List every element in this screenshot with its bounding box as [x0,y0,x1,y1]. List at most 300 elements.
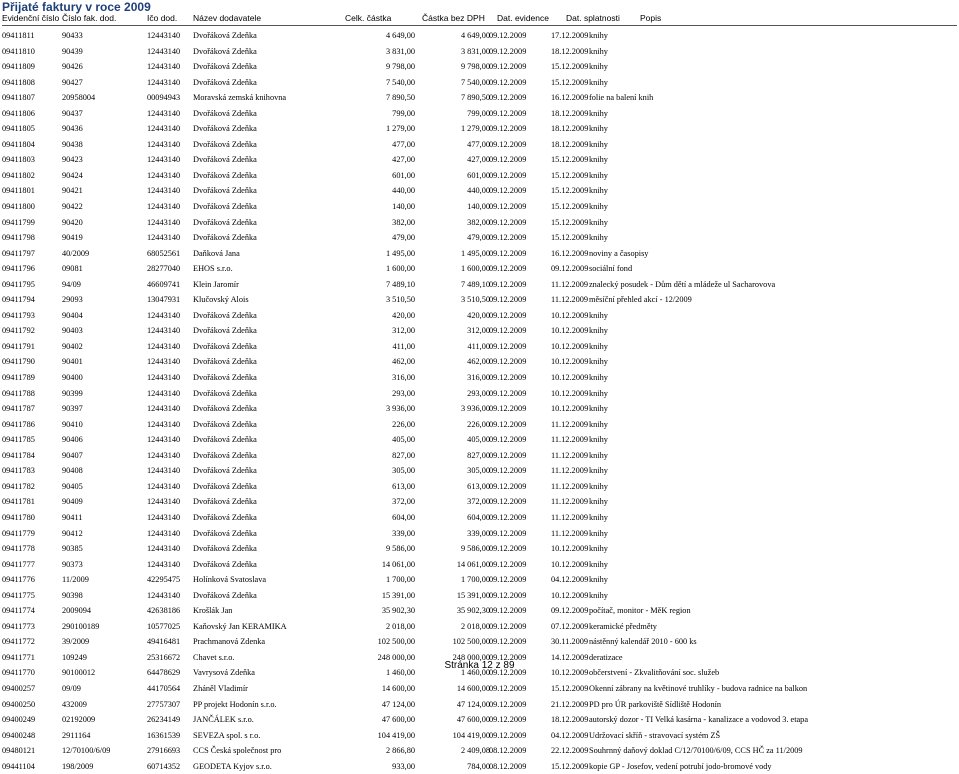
cell-evidencni-cislo: 09411773 [2,621,35,631]
col-header-nazev-dodavatele: Název dodavatele [193,13,262,23]
cell-popis: autorský dozor - TI Velká kasárna - kanalizace a vodovod 3. etapa [589,715,809,725]
cell-ico: 12443140 [147,559,181,569]
cell-castka-bez-dph: 14 600,00 [456,683,490,693]
cell-nazev-dodavatele: Dvořáková Zdeňka [193,202,257,212]
cell-ico: 12443140 [147,466,181,476]
cell-datum-evidence: 09.12.2009 [489,310,527,320]
cell-evidencni-cislo: 09411795 [2,279,35,289]
cell-nazev-dodavatele: Klein Jaromír [193,279,239,289]
cell-ico: 12443140 [147,155,181,165]
cell-celkova-castka: 339,00 [392,528,415,538]
cell-celkova-castka: 601,00 [392,170,415,180]
cell-evidencni-cislo: 09411804 [2,139,35,149]
cell-datum-evidence: 09.12.2009 [489,373,527,383]
cell-ico: 12443140 [147,108,181,118]
cell-popis: knihy [589,217,608,227]
cell-datum-evidence: 09.12.2009 [489,248,527,258]
cell-cislo-faktury: 90398 [62,590,83,600]
cell-datum-splatnosti: 10.12.2009 [551,544,589,554]
table-row [0,619,959,635]
cell-evidencni-cislo: 09411791 [2,341,35,351]
cell-datum-evidence: 09.12.2009 [489,559,527,569]
cell-celkova-castka: 7 489,10 [385,279,415,289]
cell-evidencni-cislo: 09411782 [2,481,35,491]
cell-nazev-dodavatele: Dvořáková Zdeňka [193,326,257,336]
cell-nazev-dodavatele: Dvořáková Zdeňka [193,124,257,134]
cell-celkova-castka: 140,00 [392,202,415,212]
cell-popis: knihy [589,77,608,87]
cell-cislo-faktury: 90412 [62,528,83,538]
cell-datum-evidence: 09.12.2009 [489,186,527,196]
table-row [0,28,959,44]
cell-cislo-faktury: 90407 [62,450,83,460]
cell-castka-bez-dph: 1 460,00 [460,668,490,678]
cell-datum-evidence: 09.12.2009 [489,435,527,445]
cell-cislo-faktury: 09/09 [62,683,81,693]
cell-celkova-castka: 7 540,00 [385,77,415,87]
cell-cislo-faktury: 94/09 [62,279,81,289]
cell-nazev-dodavatele: Dvořáková Zdeňka [193,217,257,227]
cell-evidencni-cislo: 09411788 [2,388,35,398]
cell-evidencni-cislo: 09411797 [2,248,35,258]
cell-datum-evidence: 09.12.2009 [489,139,527,149]
cell-castka-bez-dph: 784,00 [467,761,490,771]
cell-celkova-castka: 226,00 [392,419,415,429]
cell-evidencni-cislo: 09411802 [2,170,35,180]
table-row [0,121,959,137]
cell-cislo-faktury: 90406 [62,435,83,445]
cell-popis: knihy [589,388,608,398]
cell-popis: knihy [589,497,608,507]
cell-nazev-dodavatele: Prachmanová Zdenka [193,637,266,647]
cell-ico: 13047931 [147,295,181,305]
cell-datum-splatnosti: 11.12.2009 [551,512,589,522]
cell-popis: folie na balení knih [589,93,654,103]
cell-cislo-faktury: 90409 [62,497,83,507]
cell-datum-splatnosti: 10.12.2009 [551,404,589,414]
cell-ico: 12443140 [147,31,181,40]
cell-evidencni-cislo: 09411800 [2,202,35,212]
table-row [0,106,959,122]
cell-ico: 68052561 [147,248,181,258]
table-row [0,634,959,650]
table-row [0,432,959,448]
cell-celkova-castka: 35 902,30 [381,606,415,616]
cell-popis: znalecký posudek - Dům dětí a mládeže ul Sacharovova [589,279,776,289]
cell-datum-evidence: 09.12.2009 [489,31,527,40]
cell-datum-splatnosti: 30.11.2009 [551,637,589,647]
table-row [0,463,959,479]
cell-celkova-castka: 799,00 [392,108,415,118]
cell-ico: 12443140 [147,590,181,600]
cell-nazev-dodavatele: Chavet s.r.o. [193,652,235,662]
cell-evidencni-cislo: 09411780 [2,512,35,522]
cell-datum-splatnosti: 14.12.2009 [551,652,589,662]
table-row [0,479,959,495]
cell-castka-bez-dph: 339,00 [467,528,490,538]
cell-cislo-faktury: 90433 [62,31,83,40]
cell-nazev-dodavatele: Dvořáková Zdeňka [193,481,257,491]
cell-cislo-faktury: 90439 [62,46,83,56]
cell-cislo-faktury: 02192009 [62,715,96,725]
cell-datum-evidence: 09.12.2009 [489,730,527,740]
cell-popis: knihy [589,186,608,196]
cell-evidencni-cislo: 09411810 [2,46,35,56]
cell-ico: 12443140 [147,233,181,243]
cell-evidencni-cislo: 09411803 [2,155,35,165]
cell-ico: 12443140 [147,512,181,522]
cell-celkova-castka: 440,00 [392,186,415,196]
table-row [0,401,959,417]
cell-popis: knihy [589,233,608,243]
cell-cislo-faktury: 20958004 [62,93,96,103]
cell-cislo-faktury: 90100012 [62,668,96,678]
table-row [0,386,959,402]
cell-datum-splatnosti: 11.12.2009 [551,295,589,305]
cell-datum-splatnosti: 09.12.2009 [551,606,589,616]
table-row [0,261,959,277]
cell-ico: 12443140 [147,497,181,507]
cell-ico: 00094943 [147,93,181,103]
cell-castka-bez-dph: 47 124,00 [456,699,490,709]
cell-datum-splatnosti: 10.12.2009 [551,310,589,320]
cell-datum-splatnosti: 11.12.2009 [551,450,589,460]
cell-datum-splatnosti: 18.12.2009 [551,108,589,118]
cell-popis: knihy [589,590,608,600]
cell-cislo-faktury: 09081 [62,264,83,274]
cell-cislo-faktury: 90426 [62,62,83,72]
cell-cislo-faktury: 90397 [62,404,83,414]
cell-datum-splatnosti: 15.12.2009 [551,683,589,693]
cell-castka-bez-dph: 420,00 [467,310,490,320]
cell-castka-bez-dph: 140,00 [467,202,490,212]
cell-nazev-dodavatele: Dvořáková Zdeňka [193,170,257,180]
cell-datum-evidence: 09.12.2009 [489,217,527,227]
cell-nazev-dodavatele: Dvořáková Zdeňka [193,435,257,445]
table-row [0,246,959,262]
cell-popis: knihy [589,357,608,367]
table-row [0,152,959,168]
cell-castka-bez-dph: 248 000,00 [452,652,490,662]
cell-ico: 49416481 [147,637,181,647]
cell-celkova-castka: 1 460,00 [385,668,415,678]
cell-castka-bez-dph: 479,00 [467,233,490,243]
cell-datum-splatnosti: 10.12.2009 [551,373,589,383]
cell-celkova-castka: 305,00 [392,466,415,476]
cell-datum-splatnosti: 11.12.2009 [551,528,589,538]
cell-ico: 12443140 [147,435,181,445]
cell-nazev-dodavatele: Dvořáková Zdeňka [193,512,257,522]
cell-datum-evidence: 08.12.2009 [489,761,527,771]
cell-cislo-faktury: 90400 [62,373,83,383]
table-row [0,137,959,153]
cell-nazev-dodavatele: Dvořáková Zdeňka [193,466,257,476]
cell-nazev-dodavatele: Dvořáková Zdeňka [193,186,257,196]
cell-evidencni-cislo: 09411806 [2,108,35,118]
cell-cislo-faktury: 90403 [62,326,83,336]
col-header-datum-evidence: Dat. evidence [497,13,549,23]
cell-datum-evidence: 09.12.2009 [489,155,527,165]
cell-celkova-castka: 405,00 [392,435,415,445]
col-header-cislo-faktury: Číslo fak. dod. [62,13,117,23]
cell-nazev-dodavatele: PP projekt Hodonín s.r.o. [193,699,277,709]
cell-ico: 25316672 [147,652,181,662]
table-row [0,572,959,588]
cell-cislo-faktury: 90399 [62,388,83,398]
cell-datum-splatnosti: 16.12.2009 [551,248,589,258]
cell-celkova-castka: 827,00 [392,450,415,460]
cell-ico: 12443140 [147,357,181,367]
cell-nazev-dodavatele: Dvořáková Zdeňka [193,31,257,40]
table-row [0,526,959,542]
cell-cislo-faktury: 90422 [62,202,83,212]
table-row [0,603,959,619]
cell-ico: 12443140 [147,404,181,414]
cell-celkova-castka: 1 700,00 [385,575,415,585]
cell-datum-evidence: 09.12.2009 [489,715,527,725]
cell-celkova-castka: 477,00 [392,139,415,149]
cell-ico: 12443140 [147,217,181,227]
cell-celkova-castka: 420,00 [392,310,415,320]
cell-nazev-dodavatele: Dvořáková Zdeňka [193,233,257,243]
cell-datum-splatnosti: 10.12.2009 [551,590,589,600]
cell-cislo-faktury: 90373 [62,559,83,569]
cell-datum-splatnosti: 18.12.2009 [551,124,589,134]
cell-castka-bez-dph: 3 936,00 [460,404,490,414]
cell-celkova-castka: 102 500,00 [377,637,415,647]
cell-nazev-dodavatele: GEODETA Kyjov s.r.o. [193,761,272,771]
table-row [0,215,959,231]
cell-castka-bez-dph: 14 061,00 [456,559,490,569]
cell-datum-splatnosti: 15.12.2009 [551,62,589,72]
table-row [0,199,959,215]
cell-nazev-dodavatele: Zháněl Vladimír [193,683,248,693]
cell-datum-splatnosti: 07.12.2009 [551,621,589,631]
table-row [0,681,959,697]
cell-ico: 16361539 [147,730,181,740]
cell-evidencni-cislo: 09411781 [2,497,35,507]
cell-castka-bez-dph: 7 540,00 [460,77,490,87]
cell-nazev-dodavatele: Klučovský Alois [193,295,249,305]
cell-datum-splatnosti: 15.12.2009 [551,155,589,165]
cell-celkova-castka: 479,00 [392,233,415,243]
cell-celkova-castka: 248 000,00 [377,652,415,662]
cell-celkova-castka: 9 798,00 [385,62,415,72]
cell-cislo-faktury: 432009 [62,699,87,709]
cell-datum-evidence: 09.12.2009 [489,637,527,647]
cell-evidencni-cislo: 09411807 [2,93,35,103]
cell-ico: 46609741 [147,279,181,289]
cell-evidencni-cislo: 09411799 [2,217,35,227]
cell-cislo-faktury: 40/2009 [62,248,90,258]
cell-ico: 12443140 [147,388,181,398]
cell-popis: knihy [589,108,608,118]
cell-ico: 12443140 [147,124,181,134]
cell-datum-evidence: 09.12.2009 [489,497,527,507]
cell-popis: knihy [589,435,608,445]
cell-nazev-dodavatele: Dvořáková Zdeňka [193,388,257,398]
cell-cislo-faktury: 90437 [62,108,83,118]
cell-evidencni-cislo: 09411783 [2,466,35,476]
cell-castka-bez-dph: 15 391,00 [456,590,490,600]
cell-celkova-castka: 604,00 [392,512,415,522]
cell-castka-bez-dph: 47 600,00 [456,715,490,725]
cell-nazev-dodavatele: SEVEZA spol. s r.o. [193,730,261,740]
cell-nazev-dodavatele: JANČÁLEK s.r.o. [193,715,254,725]
cell-evidencni-cislo: 09411792 [2,326,35,336]
report-title: Přijaté faktury v roce 2009 [2,0,151,14]
cell-celkova-castka: 47 124,00 [381,699,415,709]
cell-cislo-faktury: 90410 [62,419,83,429]
cell-datum-splatnosti: 11.12.2009 [551,435,589,445]
cell-celkova-castka: 411,00 [392,341,415,351]
cell-nazev-dodavatele: Dvořáková Zdeňka [193,450,257,460]
cell-datum-evidence: 09.12.2009 [489,512,527,522]
cell-datum-splatnosti: 11.12.2009 [551,279,589,289]
table-row [0,494,959,510]
cell-evidencni-cislo: 09411794 [2,295,35,305]
cell-popis: knihy [589,450,608,460]
cell-evidencni-cislo: 09411811 [2,31,35,40]
cell-celkova-castka: 382,00 [392,217,415,227]
cell-evidencni-cislo: 09411777 [2,559,35,569]
cell-popis: knihy [589,202,608,212]
cell-nazev-dodavatele: Dvořáková Zdeňka [193,77,257,87]
cell-evidencni-cislo: 09411793 [2,310,35,320]
cell-castka-bez-dph: 1 495,00 [460,248,490,258]
cell-celkova-castka: 4 649,00 [385,31,415,40]
cell-cislo-faktury: 12/70100/6/09 [62,746,111,756]
cell-ico: 12443140 [147,544,181,554]
cell-celkova-castka: 14 600,00 [381,683,415,693]
table-row [0,557,959,573]
cell-evidencni-cislo: 09411776 [2,575,35,585]
cell-datum-splatnosti: 10.12.2009 [551,357,589,367]
cell-castka-bez-dph: 104 419,00 [452,730,490,740]
cell-nazev-dodavatele: Dvořáková Zdeňka [193,139,257,149]
cell-datum-splatnosti: 15.12.2009 [551,233,589,243]
cell-cislo-faktury: 198/2009 [62,761,94,771]
cell-datum-evidence: 09.12.2009 [489,62,527,72]
cell-ico: 12443140 [147,528,181,538]
cell-datum-splatnosti: 10.12.2009 [551,668,589,678]
cell-castka-bez-dph: 293,00 [467,388,490,398]
cell-nazev-dodavatele: Dvořáková Zdeňka [193,559,257,569]
table-row [0,230,959,246]
cell-cislo-faktury: 90424 [62,170,83,180]
cell-castka-bez-dph: 2 018,00 [460,621,490,631]
cell-cislo-faktury: 90423 [62,155,83,165]
cell-castka-bez-dph: 411,00 [467,341,490,351]
cell-castka-bez-dph: 9 798,00 [460,62,490,72]
cell-celkova-castka: 7 890,50 [385,93,415,103]
cell-evidencni-cislo: 09411789 [2,373,35,383]
cell-celkova-castka: 462,00 [392,357,415,367]
table-row [0,370,959,386]
cell-popis: měsíční přehled akcí - 12/2009 [589,295,692,305]
cell-datum-evidence: 09.12.2009 [489,590,527,600]
cell-nazev-dodavatele: EHOS s.r.o. [193,264,233,274]
cell-datum-splatnosti: 11.12.2009 [551,497,589,507]
col-header-datum-splatnosti: Dat. splatnosti [566,13,620,23]
table-row [0,292,959,308]
cell-datum-evidence: 09.12.2009 [489,357,527,367]
cell-ico: 28277040 [147,264,181,274]
cell-castka-bez-dph: 2 409,08 [460,746,490,756]
cell-castka-bez-dph: 102 500,00 [452,637,490,647]
cell-castka-bez-dph: 462,00 [467,357,490,367]
cell-evidencni-cislo: 09411774 [2,606,35,616]
cell-evidencni-cislo: 09400248 [2,730,36,740]
cell-datum-splatnosti: 15.12.2009 [551,761,589,771]
cell-datum-splatnosti: 11.12.2009 [551,481,589,491]
cell-castka-bez-dph: 372,00 [467,497,490,507]
cell-popis: knihy [589,559,608,569]
cell-cislo-faktury: 2911164 [62,730,91,740]
col-header-castka-bez-dph: Částka bez DPH [422,13,485,23]
cell-ico: 64478629 [147,668,181,678]
cell-castka-bez-dph: 827,00 [467,450,490,460]
cell-popis: knihy [589,528,608,538]
cell-celkova-castka: 1 495,00 [385,248,415,258]
table-row [0,712,959,728]
cell-datum-evidence: 09.12.2009 [489,621,527,631]
cell-datum-splatnosti: 15.12.2009 [551,77,589,87]
cell-cislo-faktury: 90438 [62,139,83,149]
cell-celkova-castka: 372,00 [392,497,415,507]
cell-castka-bez-dph: 427,00 [467,155,490,165]
cell-datum-evidence: 09.12.2009 [489,575,527,585]
cell-datum-evidence: 09.12.2009 [489,450,527,460]
table-row [0,728,959,744]
col-header-popis: Popis [640,13,662,23]
cell-ico: 12443140 [147,202,181,212]
cell-ico: 12443140 [147,170,181,180]
cell-evidencni-cislo: 09411779 [2,528,35,538]
col-header-evidencni-cislo: Evidenční číslo [2,13,60,23]
cell-castka-bez-dph: 226,00 [467,419,490,429]
cell-castka-bez-dph: 440,00 [467,186,490,196]
cell-celkova-castka: 14 061,00 [381,559,415,569]
cell-nazev-dodavatele: Dvořáková Zdeňka [193,544,257,554]
cell-cislo-faktury: 90427 [62,77,83,87]
cell-cislo-faktury: 90405 [62,481,83,491]
cell-nazev-dodavatele: Dvořáková Zdeňka [193,310,257,320]
cell-popis: knihy [589,512,608,522]
cell-nazev-dodavatele: Dvořáková Zdeňka [193,373,257,383]
cell-cislo-faktury: 290100189 [62,621,100,631]
cell-datum-splatnosti: 15.12.2009 [551,186,589,196]
cell-evidencni-cislo: 09411775 [2,590,35,600]
table-row [0,183,959,199]
table-row [0,743,959,759]
cell-nazev-dodavatele: Holínková Svatoslava [193,575,267,585]
cell-popis: PD pro ÚR parkoviště Sídliště Hodonín [589,699,722,709]
cell-celkova-castka: 47 600,00 [381,715,415,725]
cell-datum-splatnosti: 15.12.2009 [551,202,589,212]
cell-castka-bez-dph: 1 279,00 [460,124,490,134]
cell-castka-bez-dph: 477,00 [467,139,490,149]
cell-cislo-faktury: 90436 [62,124,83,134]
cell-evidencni-cislo: 09400249 [2,715,36,725]
cell-evidencni-cislo: 09411790 [2,357,35,367]
cell-popis: knihy [589,466,608,476]
cell-datum-splatnosti: 15.12.2009 [551,217,589,227]
cell-datum-evidence: 09.12.2009 [489,683,527,693]
cell-celkova-castka: 933,00 [392,761,415,771]
cell-popis: knihy [589,373,608,383]
table-header [0,13,959,25]
